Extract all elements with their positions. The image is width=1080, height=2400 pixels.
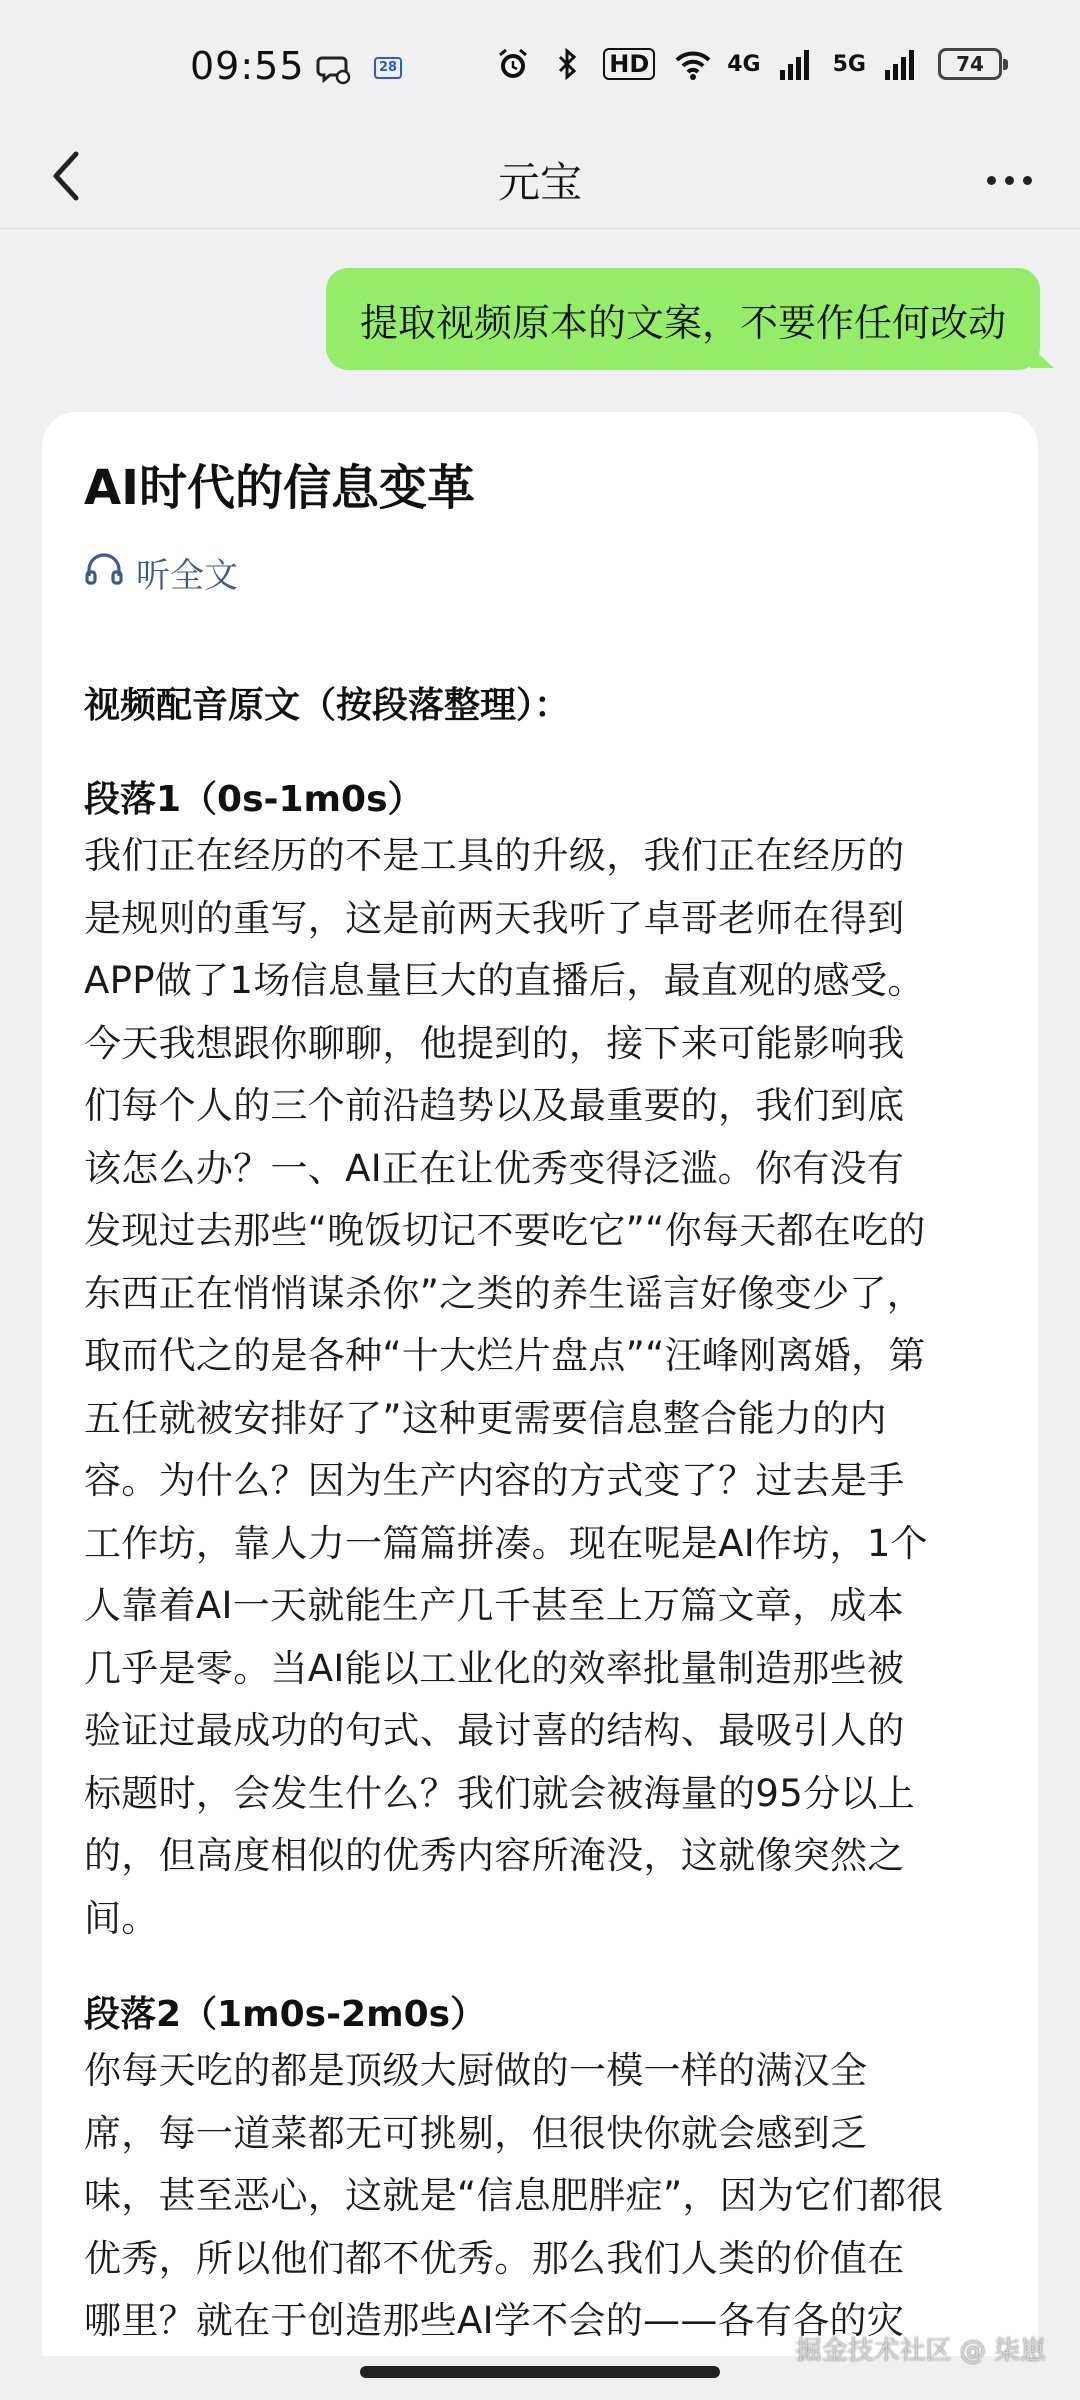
app-header (0, 130, 1080, 230)
paragraph-heading: 段落2（1m0s-2m0s） (84, 1994, 487, 2035)
paragraph-line: 容。为什么？因为生产内容的方式变了？过去是手 (84, 1459, 905, 1502)
signal-icon (779, 46, 815, 82)
paragraph-line: 标题时，会发生什么？我们就会被海量的95分以上 (84, 1771, 915, 1815)
listen-label: 听全文 (136, 556, 238, 596)
answer-viewport (0, 412, 1080, 2356)
back-button[interactable] (34, 146, 98, 210)
signal-icon-2 (884, 46, 920, 82)
home-indicator[interactable] (360, 2366, 720, 2378)
paragraph-line: 是规则的重写，这是前两天我听了卓哥老师在得到 (84, 896, 905, 940)
paragraph-line: 我们正在经历的不是工具的升级，我们正在经历的 (84, 834, 905, 877)
paragraph-line: 东西正在悄悄谋杀你”之类的养生谣言好像变少了， (84, 1271, 925, 1315)
page-title: 元宝 (497, 158, 582, 207)
paragraph-block-2 (84, 1990, 998, 2353)
paragraph-line: 味，甚至恶心，这就是“信息肥胖症”，因为它们都很 (84, 2174, 944, 2217)
paragraph-line: 该怎么办？一、AI正在让优秀变得泛滥。你有没有 (84, 1146, 905, 1190)
paragraph-line: 人靠着AI一天就能生产几千甚至上万篇文章，成本 (84, 1584, 905, 1627)
paragraph-line: 取而代之的是各种“十大烂片盘点”“汪峰刚离婚，第 (84, 1334, 926, 1377)
section-heading: 视频配音原文（按段落整理）： (84, 685, 571, 726)
network-4g-label: 4G (727, 51, 761, 77)
answer-title: AI时代的信息变革 (84, 460, 476, 516)
more-dot (1005, 176, 1014, 185)
paragraph-line: 今天我想跟你聊聊，他提到的，接下来可能影响我 (84, 1021, 905, 1065)
status-right-icons (495, 46, 1002, 82)
answer-card[interactable] (42, 412, 1038, 2356)
battery-indicator: 74 (938, 48, 1002, 80)
paragraph-body (84, 2040, 998, 2353)
paragraph-line: APP做了1场信息量巨大的直播后，最直观的感受。 (84, 959, 925, 1002)
paragraph-line: 优秀，所以他们都不优秀。那么我们人类的价值在 (84, 2236, 905, 2280)
user-message-text: 提取视频原本的文案，不要作任何改动 (359, 300, 1006, 345)
paragraph-line: 你每天吃的都是顶级大厨做的一模一样的满汉全 (84, 2049, 868, 2092)
network-5g-label: 5G (832, 51, 866, 77)
status-time: 09:55 (190, 44, 305, 88)
paragraph-line: 间。 (84, 1896, 159, 1940)
more-dot (1023, 176, 1032, 185)
paragraph-body (84, 825, 998, 1950)
paragraph-line: 工作坊，靠人力一篇篇拼凑。现在呢是AI作坊，1个 (84, 1521, 928, 1565)
status-bar (0, 0, 1080, 130)
paragraph-line: 哪里？就在于创造那些AI学不会的——各有各的灾 (84, 2299, 905, 2342)
hd-icon: HD (603, 48, 655, 80)
more-options-button[interactable] (974, 148, 1044, 212)
paragraph-line: 的，但高度相似的优秀内容所淹没，这就像突然之 (84, 1834, 905, 1877)
calendar-icon: 28 (374, 57, 402, 79)
paragraph-line: 席，每一道菜都无可挑剔，但很快你就会感到乏 (84, 2111, 868, 2155)
paragraph-block-1 (84, 775, 998, 1950)
chat-bubble-icon (316, 50, 352, 86)
paragraph-line: 几乎是零。当AI能以工业化的效率批量制造那些被 (84, 1646, 905, 1690)
bluetooth-icon (549, 46, 585, 82)
alarm-icon (495, 46, 531, 82)
status-left-icons (316, 50, 402, 86)
more-dots-icon (987, 176, 996, 185)
headphones-icon (84, 550, 124, 595)
paragraph-line: 验证过最成功的句式、最讨喜的结构、最吸引人的 (84, 1709, 905, 1752)
chevron-left-icon (46, 148, 86, 208)
paragraph-line: 五任就被安排好了”这种更需要信息整合能力的内 (84, 1396, 887, 1440)
header-divider (0, 228, 1080, 229)
wifi-icon (673, 46, 709, 82)
paragraph-heading: 段落1（0s-1m0s） (84, 779, 424, 820)
listen-full-text-button[interactable] (84, 548, 998, 597)
paragraph-line: 们每个人的三个前沿趋势以及最重要的，我们到底 (84, 1084, 905, 1127)
paragraph-line: 发现过去那些“晚饭切记不要吃它”“你每天都在吃的 (84, 1209, 926, 1252)
user-message-bubble[interactable] (326, 268, 1040, 370)
watermark: 掘金技术社区 @ 柒崽 (795, 2336, 1046, 2366)
